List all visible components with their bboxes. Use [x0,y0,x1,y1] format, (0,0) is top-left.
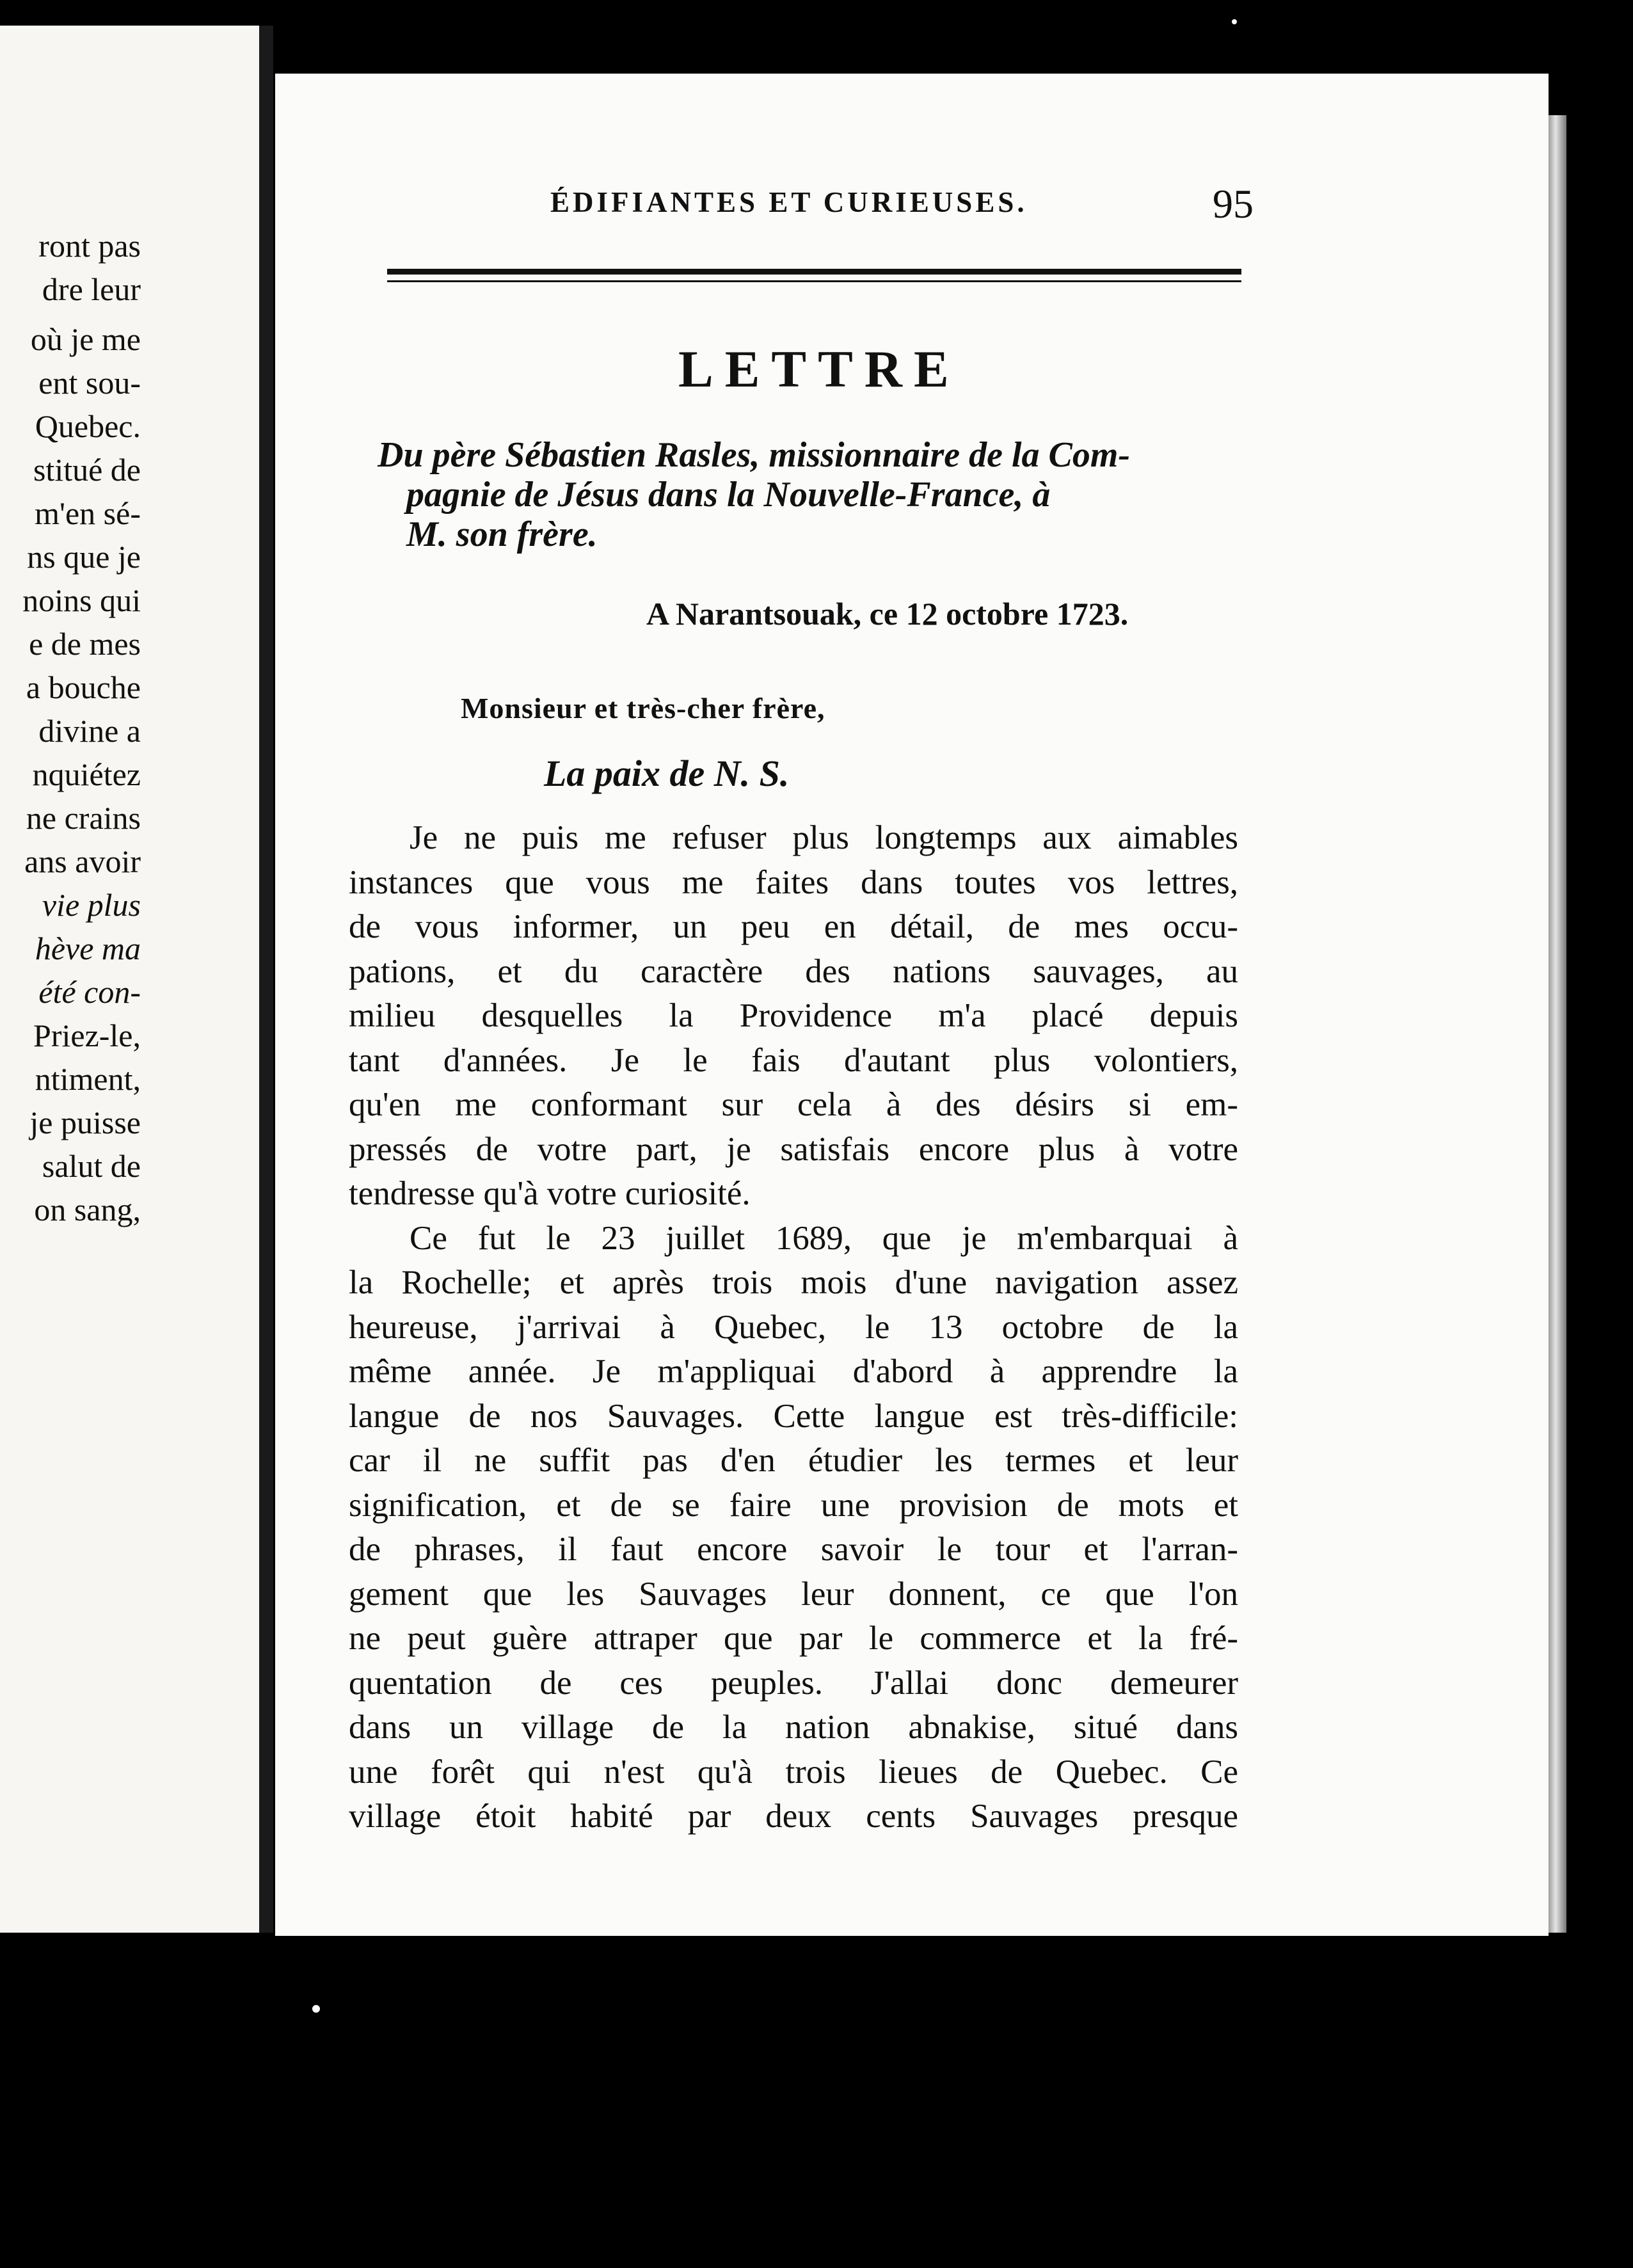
body-line: milieu desquelles la Providence m'a placé depuis [349,997,1238,1034]
salutation: Monsieur et très-cher frère, [461,692,825,724]
left-line: vie plus [42,887,141,923]
body-line: langue de nos Sauvages. Cette langue est très-difficile: [349,1397,1238,1435]
body-line: de phrases, il faut encore savoir le tour et l'arran- [349,1531,1238,1568]
left-line: où je me [30,321,141,357]
left-line: stitué de [33,452,141,488]
left-line: dre leur [42,271,141,307]
left-line: ent sou- [38,365,141,401]
body-line: pressés de votre part, je satisfais encore plus à votre [349,1130,1238,1168]
header-rule-thin [387,280,1241,282]
left-line: Quebec. [35,408,141,444]
left-page-text [0,224,141,1231]
scan-speck [312,2005,320,2013]
left-line: a bouche [26,669,141,705]
body-line: ne peut guère attraper que par le commerce et la fré- [349,1620,1238,1657]
left-line: salut de [42,1148,141,1184]
left-line: je puisse [29,1105,141,1140]
body-line: heureuse, j'arrivai à Quebec, le 13 octobre de la [349,1308,1238,1346]
left-line: ne crains [26,800,141,836]
left-facing-page [0,26,269,1933]
body-line: qu'en me conformant sur cela à des désirs si em- [349,1086,1238,1123]
dateline: A Narantsouak, ce 12 octobre 1723. [646,596,1129,632]
left-line: e de mes [29,626,141,662]
body-line: signification, et de se faire une provision de mots et [349,1486,1238,1524]
subtitle-line: pagnie de Jésus dans la Nouvelle-France, à [406,475,1051,515]
body-line: Ce fut le 23 juillet 1689, que je m'embarquai à [410,1219,1238,1257]
header-rule-thick [387,269,1241,275]
subtitle-line: Du père Sébastien Rasles, missionnaire de la Com- [378,435,1131,475]
body-line: pations, et du caractère des nations sauvages, au [349,952,1238,990]
left-line: ntiment, [35,1061,141,1097]
book-gutter [259,26,273,1933]
scan-speck [1232,19,1237,24]
greeting: La paix de N. S. [544,753,790,794]
left-line: divine a [38,713,141,749]
body-line: une forêt qui n'est qu'à trois lieues de Quebec. Ce [349,1753,1238,1791]
body-line: car il ne suffit pas d'en étudier les termes et leur [349,1442,1238,1479]
letter-title: LETTRE [678,340,960,398]
left-line: m'en sé- [35,495,141,531]
left-line: nquiétez [32,756,141,792]
left-line: ans avoir [24,843,141,879]
page-number: 95 [1213,181,1254,227]
left-line: on sang, [34,1192,141,1227]
left-line: noins qui [22,582,141,618]
body-line: tant d'années. Je le fais d'autant plus volontiers, [349,1041,1238,1079]
body-line: tendresse qu'à votre curiosité. [349,1175,751,1212]
left-line: ront pas [38,228,141,264]
body-line: même année. Je m'appliquai d'abord à apprendre la [349,1353,1238,1390]
running-head: ÉDIFIANTES ET CURIEUSES. [550,186,1028,218]
letter-body [349,816,1238,1839]
body-line: village étoit habité par deux cents Sauvages presque [349,1798,1238,1835]
body-line: gement que les Sauvages leur donnent, ce que l'on [349,1575,1238,1613]
left-line: été con- [38,974,141,1010]
left-line: Priez-le, [33,1018,141,1053]
body-line: dans un village de la nation abnakise, situé dans [349,1709,1238,1746]
body-line: Je ne puis me refuser plus longtemps aux aimables [410,819,1238,856]
body-line: la Rochelle; et après trois mois d'une navigation assez [349,1264,1238,1301]
body-line: de vous informer, un peu en détail, de mes occu- [349,908,1238,945]
body-line: instances que vous me faites dans toutes vos lettres, [349,863,1238,901]
subtitle-line: M. son frère. [406,515,598,554]
page-edge [1549,115,1566,1933]
body-line: quentation de ces peuples. J'allai donc demeurer [349,1664,1238,1702]
left-line: hève ma [35,930,141,966]
left-line: ns que je [27,539,141,575]
letter-subtitle [378,435,1254,554]
